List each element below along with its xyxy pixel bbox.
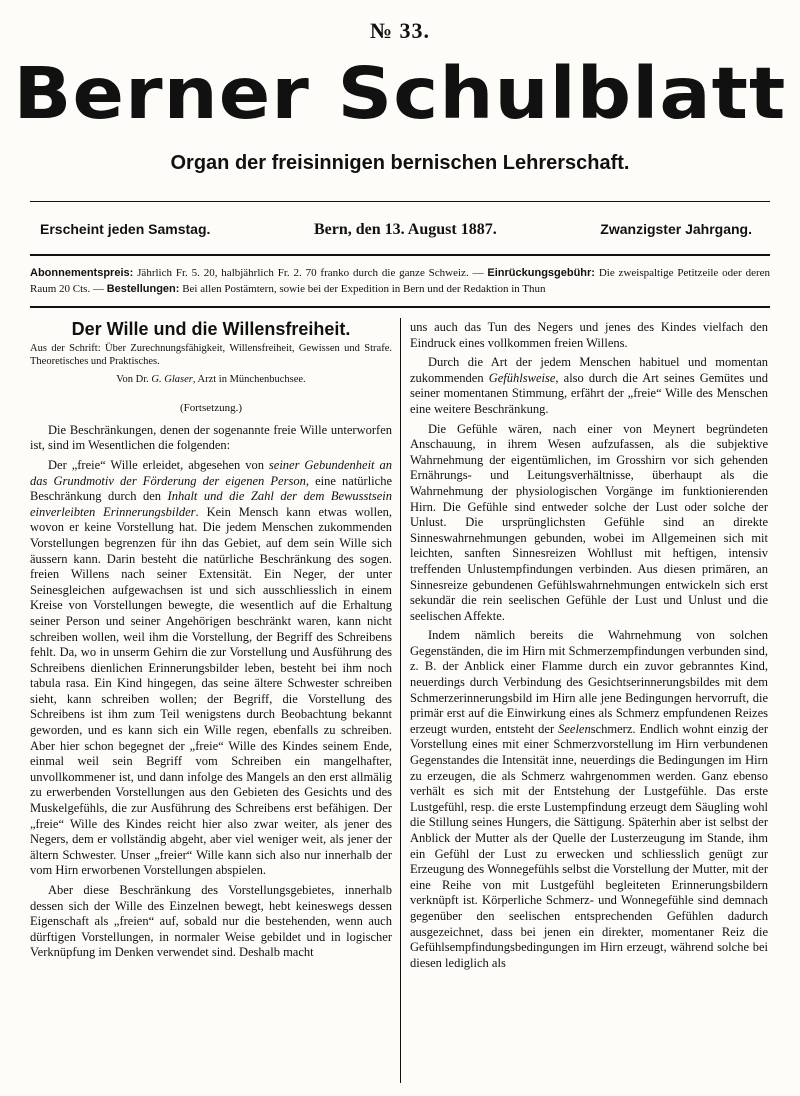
byline-suffix: , Arzt in Münchenbuchsee. <box>192 373 306 385</box>
orders-text: Bei allen Postämtern, sowie bei der Expedition in Bern und der Redaktion in Thun <box>179 283 546 295</box>
author-name: G. Glaser <box>151 373 193 385</box>
article-title: Der Wille und die Willensfreiheit. <box>71 319 351 339</box>
publication-volume: Zwanzigster Jahrgang. <box>600 221 752 237</box>
text: Indem nämlich bereits die Wahrnehmung von solchen Gegenständen, die im Hirn mit Schmerzempfindungen verbunden sind, z. B. der Anblick einer Flamme durch ein zuvor gebranntes Kind, neuerdings durch Verbindung des Gesichtserinnerungsbildes mit dem Schmerzerinnerungsbild im Hirn alle jene Bedingungen hervorruft, die primär erst auf die Einwirkung eines als Schmerz empfundenen Reizes erzeugt wurden, entsteht der <box>410 628 768 736</box>
article-byline <box>30 372 392 388</box>
right-column <box>410 320 768 971</box>
masthead-subtitle: Organ der freisinnigen bernischen Lehrerschaft. <box>170 152 630 174</box>
emphasis: Gefühlsweise <box>488 370 556 385</box>
subscription-label: Abonnementspreis: <box>30 267 134 279</box>
subscription-text: Jährlich Fr. 5. 20, halbjährlich Fr. 2. 70 franko durch die ganze Schweiz. — <box>133 267 488 279</box>
emphasis: Inhalt und die Zahl der dem Bewusstsein einverleibten Erinnerungsbilder <box>30 489 392 519</box>
issue-number: № 33. <box>369 18 431 43</box>
paragraph: uns auch das Tun des Negers und jenes des Kindes vielfach den Eindruck eines vollkommen freien Willens. <box>410 320 768 350</box>
text: , eine natürliche Beschränkung durch den <box>30 473 392 504</box>
continuation-note: (Fortsetzung.) <box>179 402 242 415</box>
paragraph <box>410 628 768 971</box>
subscription-rule <box>30 306 770 308</box>
text: Durch die Art der jedem Menschen habituel und momentan zukommenden <box>410 355 768 385</box>
header-rule-bottom <box>30 254 770 256</box>
byline-prefix: Von Dr. <box>116 373 152 385</box>
paragraph: Die Gefühle wären, nach einer von Meynert begründeten Anschauung, in ihrem Wesen aufzufassen, als die subjektive Wahrnehmung der eigentümlichen, im Grosshirn vor sich gehenden Ernährungs- und Leitungsverhältnisse, überhaupt als die Wahrnehmung der physiologischen Vorgänge im funktionierenden Hirn. Die Gefühle sind entweder solche der Lust oder solche der Unlust. Die ursprünglichsten Gefühle sind an direkte Sinneswahrnehmungen gebunden, wobei im Allgemeinen sich mit leichten, sanften Sinnesreizen Wohllust mit heftigen, intensiv treffenden Unlustempfindungen verbinden. Aus diesen primären, an Sinnesreize gebundenen Gefühlswahrnehmungen entwickeln sich erst sekundär die rein seelischen Gefühle der Lust und Unlust und die seelischen Affekte. <box>410 421 768 623</box>
column-divider <box>400 318 401 1083</box>
text: Der „freie“ Wille erleidet, abgesehen von <box>48 457 269 472</box>
publication-frequency: Erscheint jeden Samstag. <box>40 221 211 237</box>
header-rule-top <box>30 201 770 202</box>
orders-label: Bestellungen: <box>106 283 180 295</box>
emphasis: seiner Gebundenheit an das Grundmotiv der Förderung der eigenen Person <box>30 457 392 488</box>
text: , also durch die Art seines Gemütes und seiner momentanen Stimmung, erfährt der „freie“ Wille des Menschen eine weitere Beschränkung. <box>410 370 769 416</box>
subscription-info <box>30 265 770 297</box>
text: schmerz. Endlich wohnt einzig der Vorstellung eines mit einer Schmerzvorstellung im Hirn verbundenen Gegenstandes die Intensität inne, neuerdings die Bedingungen im Hirn zu erzeugen, die als Schmerz wahrgenommen werden. Ganz ebenso verhält es sich mit der Entstehung der Lustgefühle. Das erste Lustgefühl, resp. die erste Lustempfindung erzeugt dem Säugling wohl die Stillung seines Hungers, die Sättigung. Späterhin aber ist selbst der Anblick der Mutter als der Quelle der Lusterzeugung im Stande, ihm ein Gefühl der Lust zu erwecken und schliesslich genügt zur Erzeugung des Wonnegefühls selbst die Vorstellung der Mutter, mit der eine Reihe von mit Lustgefühl begleiteten Erinnerungsbildern verknüpft ist. Körperliche Schmerz- und Wonnegefühle sind demnach gegenüber den seelischen entsprechenden Gefühlen dadurch ausgezeichnet, dass bei jenen ein direkter, momentaner Reiz die Gefühlsempfindungsbedingungen im Hirn erzeugt, während solche bei diesen lediglich als <box>410 721 769 970</box>
advertising-text: Die zweispaltige Petitzeile oder deren Raum 20 Cts. — <box>30 267 770 295</box>
paragraph: Aber diese Beschränkung des Vorstellungsgebietes, innerhalb dessen sich der Wille des Einzelnen bewegt, hebt keineswegs dessen Eigenschaft als „freien“ auf, sobald nur die bestehenden, wenn auch dürftigen Vorstellungen, in normaler Weise gebildet und in logischer Verknüpfung im Denken verwendet sind. Deshalb macht <box>30 883 392 960</box>
paragraph <box>30 458 392 879</box>
paragraph <box>410 355 768 417</box>
publication-info-line <box>40 221 752 239</box>
advertising-label: Einrückungsgebühr: <box>487 267 595 279</box>
text: . Kein Mensch kann etwas wollen, wovon er keine Vorstellung hat. Die jedem Menschen zukommenden Vorstellungen begrenzen für ihn das Gebiet, auf dem sein Wille sich äussern kann. Darin besteht die natürliche Beschränkung des sogen. freien Willens nach seiner Extensität. Ein Neger, der unter Seinesgleichen aufgewachsen ist und sich ausschliesslich in einem Kreise von Vorstellungen bewegte, die wesentlich auf die Erhaltung seiner Person und seiner Angehörigen beschränkt waren, kann nicht schreiben wollen, weil ihm die Vorstellung, der Begriff des Schreibens fehlt. Da, wo in unserm Gehirn die zur Vorstellung und Ausführung des Schreibens dienlichen Erinnerungsbilder leben, besteht bei ihm noch tabula rasa. Ein Kind hingegen, das seine ältere Schwester schreiben sieht, kann schreiben wollen; der Begriff, die Vorstellung des Schreibens ist ihm zum Teil wenigstens durch Beobachtung bekannt geworden, und es kann sich ein Wille regen, ebenfalls zu schreiben. Aber hier schon begegnet der „freie“ Wille des Kindes seinem Ende, einmal weil sein Begriff vom Schreiben ein mangelhafter, unvollkommener ist, und dann infolge des Mangels an den erst allmälig zu erwerbenden Vorstellungen aus den Gebieten des Gesichts und des Muskelgefühls, die zur Ausführung des Schreibens erst befähigen. Der „freie“ Wille des Kindes reicht hier also zwar weiter, als jener des Negers, dem er vollständig abgeht, aber viel weniger weit, als jener der ältern Schwester. Unser „freier“ Wille kann sich also nur innerhalb der vom Hirn erworbenen Vorstellungen abspielen. <box>30 504 393 878</box>
masthead-title: Berner Schulblatt <box>13 52 787 135</box>
paragraph: Die Beschränkungen, denen der sogenannte freie Wille unterworfen ist, sind im Wesentlichen die folgenden: <box>30 422 392 453</box>
article-source: Aus der Schrift: Über Zurechnungsfähigkeit, Willensfreiheit, Gewissen und Strafe. Theoretisches und Praktisches. <box>30 342 392 367</box>
publication-date: Bern, den 13. August 1887. <box>314 221 497 238</box>
emphasis: Seelen <box>558 721 591 736</box>
left-column <box>30 320 392 961</box>
